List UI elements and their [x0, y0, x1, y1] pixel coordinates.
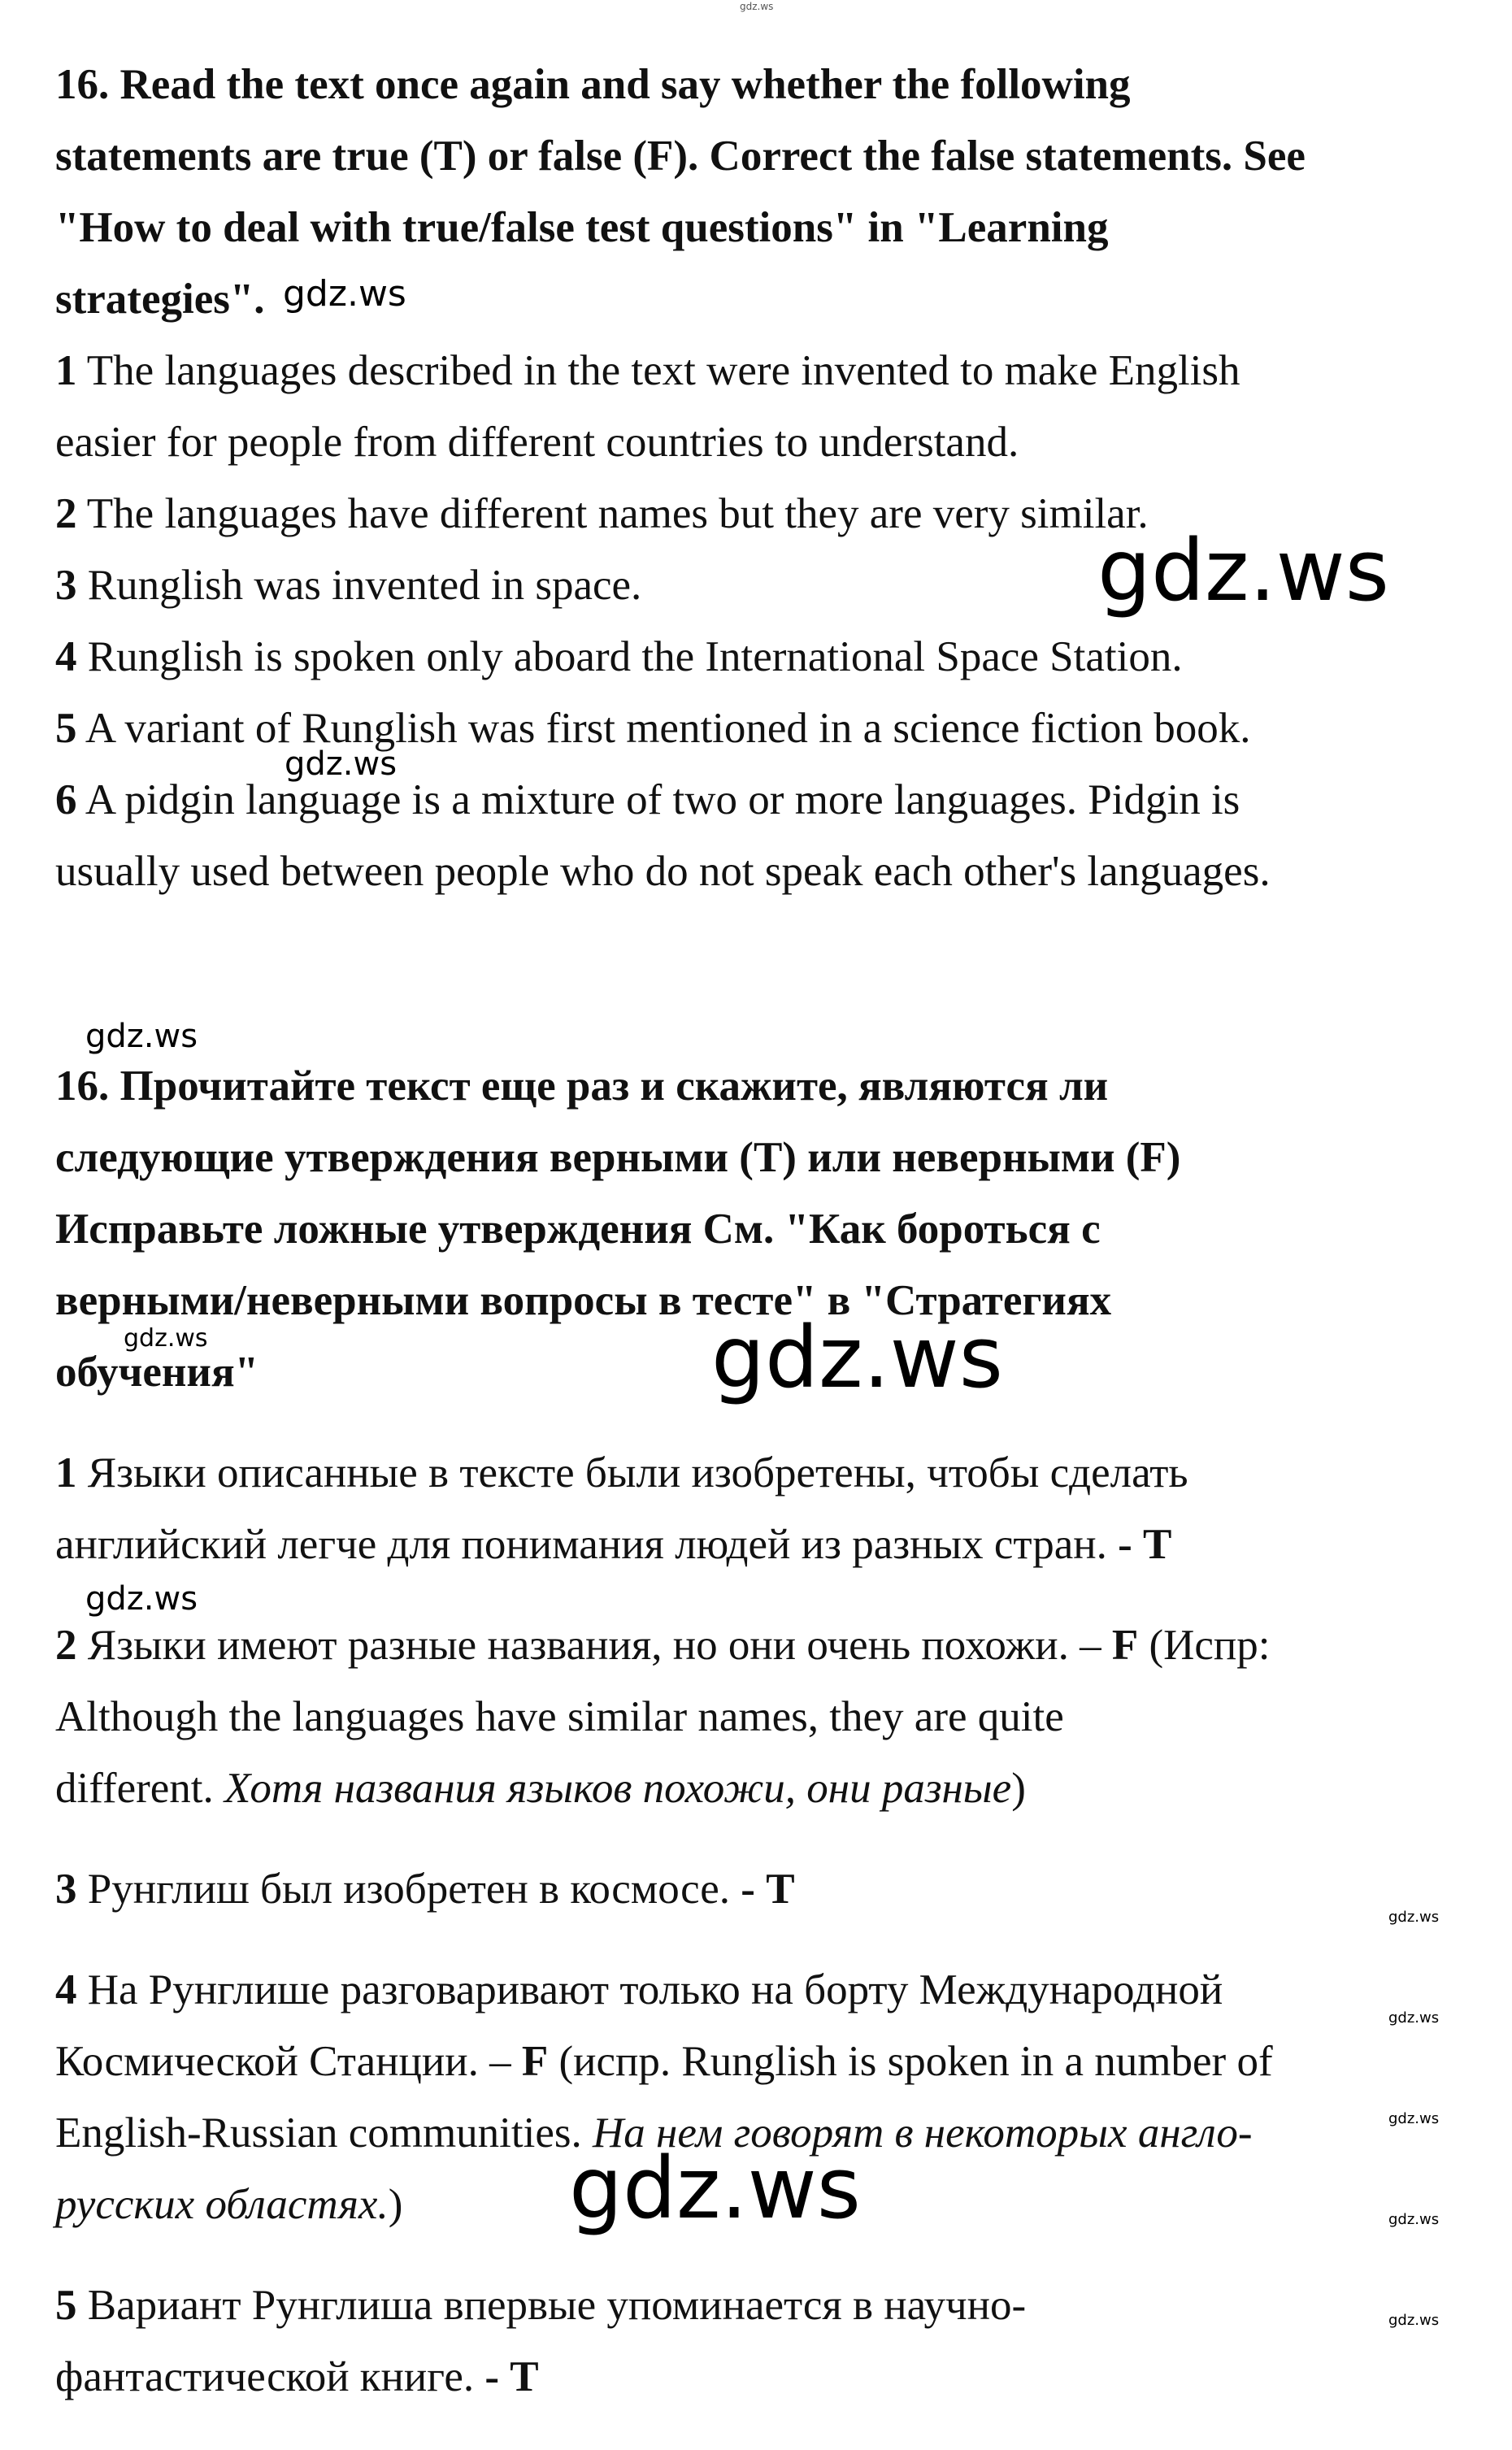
en-statement-1-cont: easier for people from different countries to understand. [55, 419, 1019, 466]
ru-answer-2-correction: Although the languages have similar names, they are quite [55, 1693, 1064, 1740]
watermark: gdz.ws [1388, 2211, 1440, 2228]
watermark: gdz.ws [1388, 2110, 1440, 2127]
watermark: gdz.ws [1388, 2312, 1440, 2329]
ru-answer-4: 4 На Рунглише разговаривают только на борту Международной [55, 1966, 1223, 2013]
en-heading-line-3: "How to deal with true/false test questions" in "Learning [55, 204, 1109, 251]
watermark: gdz.ws [1097, 521, 1389, 620]
ru-answer-1: 1 Языки описанные в тексте были изобретены, чтобы сделать [55, 1449, 1188, 1496]
ru-answer-2: 2 Языки имеют разные названия, но они очень похожи. – F (Испр: [55, 1622, 1271, 1669]
ru-heading-line-2: следующие утверждения верными (T) или неверными (F) [55, 1134, 1181, 1181]
watermark: gdz.ws [85, 1018, 198, 1055]
en-statement-2: 2 The languages have different names but they are very similar. [55, 490, 1149, 537]
en-statement-6-cont: usually used between people who do not speak each other's languages. [55, 848, 1271, 895]
ru-answer-5-cont: фантастической книге. - T [55, 2353, 539, 2400]
ru-answer-4-cont: Космической Станции. – F (испр. Runglish is spoken in a number of [55, 2038, 1273, 2085]
watermark: gdz.ws [711, 1308, 1003, 1407]
en-statement-6: 6 A pidgin language is a mixture of two or more languages. Pidgin is [55, 776, 1240, 823]
watermark: gdz.ws [285, 745, 398, 783]
answer-mark: F [521, 2038, 549, 2085]
en-statement-3: 3 Runglish was invented in space. [55, 562, 642, 609]
answer-mark: - T [1118, 1521, 1172, 1568]
en-statement-4: 4 Runglish is spoken only aboard the International Space Station. [55, 633, 1183, 680]
watermark: gdz.ws [1388, 2009, 1440, 2026]
watermark: gdz.ws [124, 1324, 208, 1353]
ru-answer-4-correction: English-Russian communities. На нем говорят в некоторых англо- [55, 2109, 1253, 2157]
en-heading-line-2: statements are true (T) or false (F). Correct the false statements. See [55, 132, 1306, 180]
en-statement-5: 5 A variant of Runglish was first mentioned in a science fiction book. [55, 705, 1251, 752]
en-statement-1: 1 The languages described in the text were invented to make English [55, 347, 1240, 394]
en-heading-line-1: 16. Read the text once again and say whether the following [55, 61, 1131, 108]
ru-answer-3: 3 Рунглиш был изобретен в космосе. - T [55, 1866, 795, 1913]
watermark: gdz.ws [1388, 1909, 1440, 1926]
answer-mark: - T [741, 1866, 795, 1913]
ru-answer-4-translation: русских областях.) [55, 2181, 403, 2228]
ru-heading-line-4: верными/неверными вопросы в тесте" в "Стратегиях [55, 1277, 1112, 1324]
watermark: gdz.ws [569, 2139, 861, 2238]
ru-answer-5: 5 Вариант Рунглиша впервые упоминается в научно- [55, 2282, 1027, 2329]
answer-mark: - T [484, 2353, 539, 2400]
watermark-top: gdz.ws [740, 1, 774, 12]
ru-heading-line-1: 16. Прочитайте текст еще раз и скажите, являются ли [55, 1062, 1109, 1110]
ru-heading-line-5: обучения" [55, 1349, 259, 1396]
watermark: gdz.ws [283, 273, 406, 315]
answer-mark: F [1111, 1622, 1139, 1669]
ru-answer-1-cont: английский легче для понимания людей из разных стран. - T [55, 1521, 1172, 1568]
ru-answer-2-translation: different. Хотя названия языков похожи, они разные) [55, 1765, 1026, 1812]
watermark: gdz.ws [85, 1580, 198, 1618]
en-heading-line-4: strategies". [55, 276, 265, 323]
ru-heading-line-3: Исправьте ложные утверждения См. "Как бороться с [55, 1205, 1101, 1253]
